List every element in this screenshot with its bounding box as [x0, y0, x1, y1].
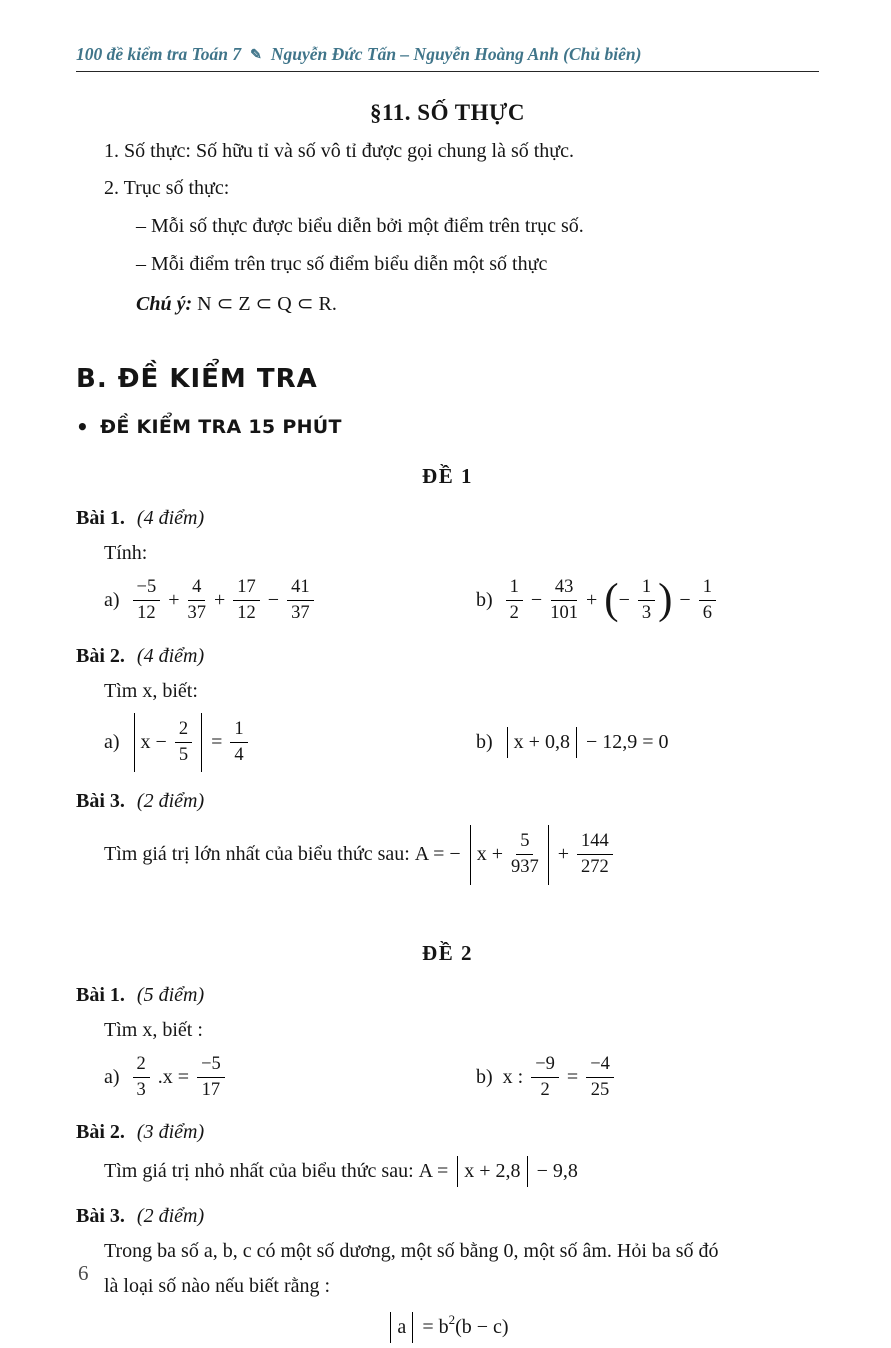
- de1-bai1-part-b: [476, 575, 719, 627]
- theory-item-2: 2. Trục số thực:: [104, 177, 230, 199]
- part-b-label: b): [476, 1065, 493, 1088]
- de2-bai2-prompt: Tìm giá trị nhỏ nhất của biểu thức sau:: [104, 1160, 419, 1183]
- de2-bai1-heading: [76, 984, 819, 1007]
- de1-bai3-statement: [104, 825, 819, 885]
- theory-note: [136, 291, 819, 316]
- de2-bai3-points: (2 điểm): [136, 1205, 205, 1228]
- de1-bai2-points: (4 điểm): [136, 644, 205, 667]
- de1-bai2-part-b: [476, 727, 669, 758]
- header-divider: [76, 71, 819, 72]
- theory-sub-2: – Mỗi điểm trên trục số điểm biểu diễn một số thực: [136, 253, 548, 275]
- note-label: Chú ý:: [136, 293, 193, 315]
- authors-text: Nguyễn Đức Tấn – Nguyễn Hoàng Anh (Chủ biên): [270, 44, 642, 64]
- de1-bai1-part-a: [104, 575, 476, 627]
- de2-bai2-expression: A = x + 2,8 − 9,8: [419, 1156, 578, 1187]
- de2-bai1-part-a: [104, 1052, 476, 1104]
- de1-bai1-label: Bài 1.: [76, 507, 125, 529]
- de2-bai1-problems: [104, 1052, 819, 1104]
- de2-bai3-formula-wrap: [76, 1312, 819, 1343]
- de1-bai1-heading: [76, 507, 819, 530]
- de2-bai3-text-1: Trong ba số a, b, c có một số dương, một số bằng 0, một số âm. Hỏi ba số đó: [104, 1240, 719, 1263]
- lesson-title: §11. SỐ THỰC: [370, 100, 525, 125]
- section-subheading: [76, 416, 819, 438]
- de2-bai1-points: (5 điểm): [136, 983, 205, 1006]
- book-title: 100 đề kiểm tra Toán 7: [76, 44, 242, 64]
- de1-bai1b-expression: $\frac{1}{2}$ − $\frac{43}{101}$ + ( − $\frac{1}{3}$ ) − $\frac{1}{6}$: [503, 575, 719, 627]
- de2-bai1-part-b: [476, 1052, 617, 1104]
- de2-bai2-label: Bài 2.: [76, 1121, 125, 1144]
- bullet-icon: •: [76, 415, 90, 439]
- section-subheading-text: ĐỀ KIỂM TRA 15 PHÚT: [100, 416, 342, 438]
- part-a-label: a): [104, 730, 120, 753]
- de1-bai3-label: Bài 3.: [76, 790, 125, 813]
- theory-item-1: 1. Số thực: Số hữu tỉ và số vô tỉ được gọi chung là số thực.: [104, 140, 575, 162]
- de2-bai3-label: Bài 3.: [76, 1205, 125, 1228]
- de2-bai2-statement: [104, 1156, 819, 1187]
- de1-bai1-problems: [104, 575, 819, 627]
- de2-bai1a-expression: $\frac{2}{3}$ .x = $\frac{-5}{17}$: [130, 1052, 228, 1104]
- de2-bai2-heading: [76, 1121, 819, 1144]
- de1-bai3-expression: A = − x + $\frac{5}{937}$ + $\frac{144}{272}$: [415, 825, 616, 885]
- de2-bai3-text-2: là loại số nào nếu biết rằng :: [104, 1275, 331, 1298]
- de1-bai2-label: Bài 2.: [76, 644, 125, 667]
- part-a-label: a): [104, 1065, 120, 1088]
- de1-bai2-prompt: Tìm x, biết:: [104, 679, 198, 702]
- part-b-label: b): [476, 730, 493, 753]
- de2-bai1-prompt: Tìm x, biết :: [104, 1018, 203, 1041]
- de2-title: ĐỀ 2: [422, 940, 473, 965]
- part-b-label: b): [476, 589, 493, 612]
- pen-icon: ✎: [250, 48, 262, 63]
- de2-bai1-label: Bài 1.: [76, 983, 125, 1006]
- de1-title: ĐỀ 1: [422, 464, 473, 488]
- de1-bai2a-expression: x − $\frac{2}{5}$ = $\frac{1}{4}$: [130, 713, 251, 773]
- de1-bai2-problems: [104, 713, 819, 773]
- de1-bai3-heading: [76, 790, 819, 813]
- de2-bai3-formula: a = b $^2$ (b − c): [386, 1312, 508, 1343]
- part-a-label: a): [104, 589, 120, 612]
- section-heading: B. ĐỀ KIỂM TRA: [76, 364, 318, 394]
- de1-bai2b-expression: x + 0,8 − 12,9 = 0: [503, 727, 669, 758]
- de2-bai1b-expression: x : $\frac{-9}{2}$ = $\frac{-4}{25}$: [503, 1052, 617, 1104]
- de2-bai3-heading: [76, 1205, 819, 1228]
- de1-bai1-points: (4 điểm): [136, 507, 205, 529]
- de1-bai3-prompt: Tìm giá trị lớn nhất của biểu thức sau:: [104, 843, 415, 866]
- de1-bai2-heading: [76, 645, 819, 668]
- note-body: N ⊂ Z ⊂ Q ⊂ R.: [192, 293, 337, 315]
- de2-bai2-points: (3 điểm): [136, 1121, 205, 1144]
- de1-bai1-prompt: Tính:: [104, 542, 148, 564]
- page-number: 6: [78, 1261, 89, 1285]
- de1-bai3-points: (2 điểm): [136, 790, 205, 813]
- de1-bai2-part-a: [104, 713, 476, 773]
- page-header: [76, 44, 819, 65]
- de1-bai1a-expression: $\frac{-5}{12}$ + $\frac{4}{37}$ + $\frac{17}{12}$ − $\frac{41}{37}$: [130, 575, 317, 627]
- theory-sub-1: – Mỗi số thực được biểu diễn bởi một điểm trên trục số.: [136, 215, 584, 237]
